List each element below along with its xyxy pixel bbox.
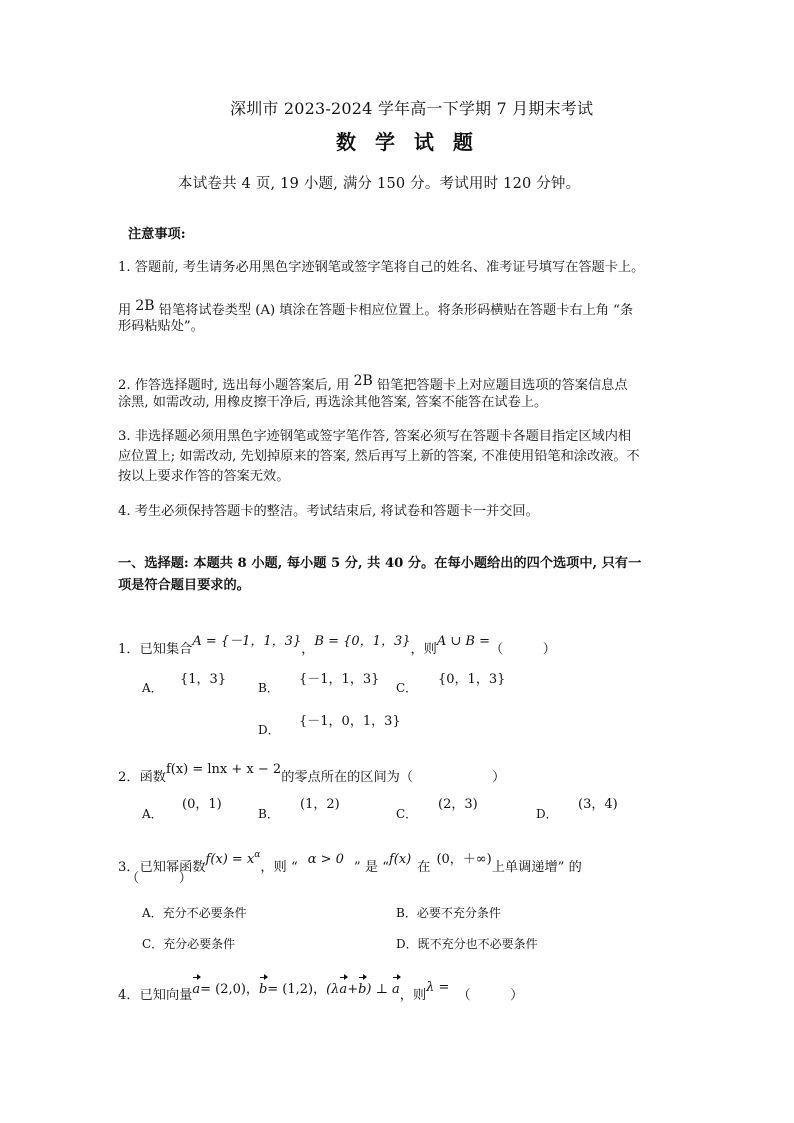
q2-option-b-label: B．	[258, 807, 279, 821]
notice-item-1-suffix: 铅笔将试卷类型 (A) 填涂在答题卡相应位置上。将条形码横贴在答题卡右上角 “条	[158, 303, 634, 318]
q1-option-b-value: {－1，1，3}	[299, 672, 380, 687]
pencil-grade: 2B	[135, 298, 155, 314]
q3-function: $f(x) = x^\alpha$	[205, 850, 261, 867]
q2-option-d-value: (3，4)	[578, 797, 618, 812]
notice-item-2-line-2: 涂黑, 如需改动, 用橡皮擦干净后, 再选涂其他答案, 答案不能答在试卷上。	[118, 395, 548, 410]
section-1-line-2: 项是符合题目要求的。	[118, 578, 250, 593]
q4-vector-b-value: = (1,2)，	[267, 982, 327, 997]
q4-paren: （ ）	[457, 988, 524, 1003]
q3-then: ，则 “	[260, 860, 298, 875]
q3-interval: (0，＋∞)	[436, 852, 492, 867]
q3-option-b: B．必要不充分条件	[396, 906, 501, 920]
q2-option-b-value: (1，2)	[300, 797, 340, 812]
q2-suffix: 的零点所在的区间为（ ）	[281, 770, 506, 785]
q2-option-c-label: C．	[396, 807, 418, 821]
q3-prefix: 3．已知幂函数	[118, 860, 206, 875]
q1-set-a: A = {－1，1，3}	[192, 634, 302, 649]
section-1-line-1: 一、选择题: 本题共 8 小题, 每小题 5 分, 共 40 分。在每小题给出的四个选项中, 只有一	[118, 556, 642, 571]
q3-condition: α > 0	[307, 852, 344, 867]
q2-option-c-value: (2，3)	[438, 797, 478, 812]
notice-item-3-line-1: 3. 非选择题必须用黑色字迹钢笔或签字笔作答, 答案必须写在答题卡各题目指定区域内相	[118, 429, 632, 444]
q4-vector-b: b	[259, 982, 267, 997]
q1-option-d-value: {－1，0，1，3}	[299, 714, 401, 729]
q3-option-a: A．充分不必要条件	[142, 906, 247, 920]
q1-option-a-label: A．	[142, 681, 163, 695]
q3-paren: （ ）	[126, 871, 192, 886]
q3-option-c: C．充分必要条件	[142, 937, 236, 951]
notice-item-3-line-2: 应位置上; 如需改动, 先划掉原来的答案, 然后再写上新的答案, 不准使用铅笔和涂改液。不	[118, 449, 640, 464]
question-4-stem	[118, 978, 523, 1006]
question-1-stem	[118, 632, 556, 660]
notice-item-3-line-3: 按以上要求作答的答案无效。	[118, 469, 290, 484]
q4-vector-a: a	[192, 982, 200, 997]
q2-prefix: 2．函数	[118, 770, 166, 785]
q4-prefix: 4．已知向量	[118, 988, 193, 1003]
exam-intro: 本试卷共 4 页, 19 小题, 满分 150 分。考试用时 120 分钟。	[178, 176, 581, 192]
notice-item-4: 4. 考生必须保持答题卡的整洁。考试结束后, 将试卷和答题卡一并交回。	[118, 504, 539, 519]
q1-option-a-value: {1，3}	[180, 672, 227, 687]
q3-fx: f(x)	[388, 852, 412, 867]
q1-set-b: B = {0，1，3}	[314, 634, 411, 649]
q1-paren: （ ）	[490, 642, 556, 657]
q2-option-a-label: A．	[142, 807, 163, 821]
notice-item-2-prefix: 2. 作答选择题时, 选出每小题答案后, 用	[118, 378, 350, 393]
q4-then: ，则	[399, 988, 427, 1003]
q3-in: 在	[417, 860, 431, 875]
pencil-grade: 2B	[353, 373, 373, 389]
q1-option-c-label: C．	[396, 681, 418, 695]
q3-mid: ” 是 “	[353, 860, 389, 875]
exam-title: 深圳市 2023-2024 学年高一下学期 7 月期末考试	[230, 99, 594, 118]
q1-option-c-value: {0，1，3}	[438, 672, 506, 687]
q4-lambda: λ =	[426, 980, 450, 995]
q1-union: A ∪ B =	[436, 634, 490, 649]
notice-item-1-line-1: 1. 答题前, 考生请务必用黑色字迹钢笔或签字笔将自己的姓名、准考证号填写在答题卡上。	[118, 260, 645, 275]
q1-option-d-label: D．	[258, 723, 280, 737]
q4-vector-a-value: = (2,0)，	[200, 982, 259, 997]
q2-option-d-label: D．	[536, 807, 558, 821]
q2-function: f(x) = lnx + x − 2	[165, 762, 282, 777]
q4-expression: (λa+b) ⊥ a	[326, 982, 400, 997]
q3-option-d: D．既不充分也不必要条件	[396, 937, 538, 951]
subject-title: 数 学 试 题	[336, 130, 479, 154]
notice-item-2-suffix: 铅笔把答题卡上对应题目选项的答案信息点	[376, 378, 628, 393]
notice-item-1-line-3: 形码粘贴处”。	[118, 319, 204, 334]
q3-suffix: 上单调递增” 的	[491, 860, 582, 875]
q1-option-b-label: B．	[258, 681, 279, 695]
question-2-stem	[118, 760, 505, 788]
q1-prefix: 1．已知集合	[118, 642, 193, 657]
q1-comma: ，	[301, 642, 315, 657]
q2-option-a-value: (0，1)	[182, 797, 222, 812]
notice-heading: 注意事项:	[128, 227, 186, 242]
notice-item-1-prefix: 用	[118, 303, 132, 318]
q1-then: ，则	[410, 642, 437, 657]
